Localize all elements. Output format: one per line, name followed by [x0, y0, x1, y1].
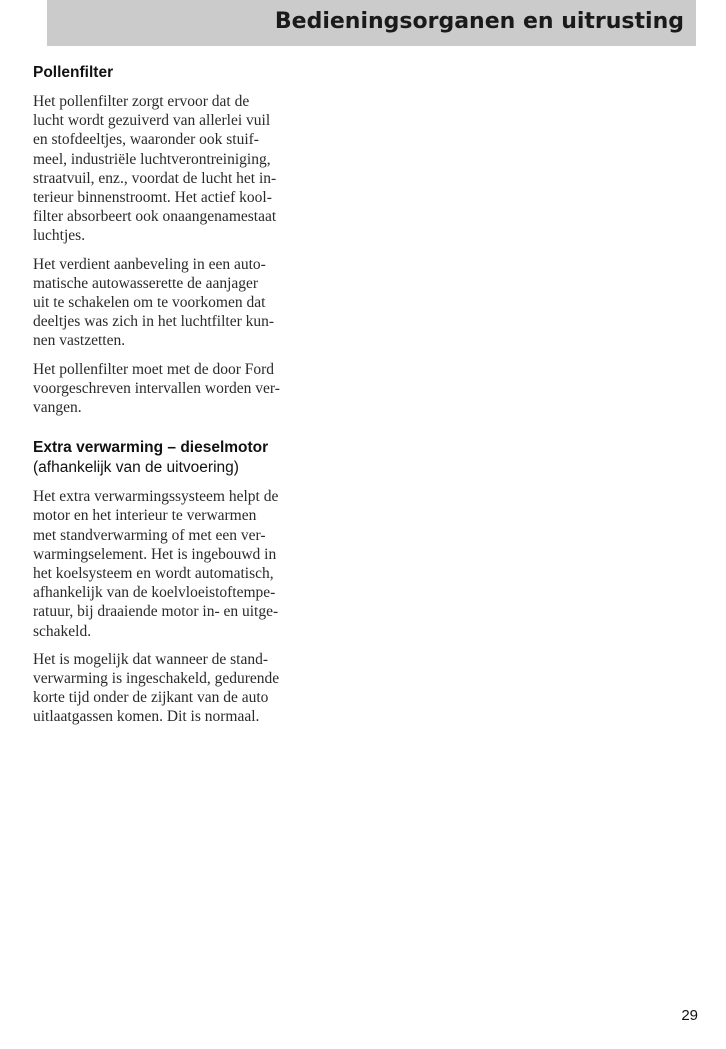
chapter-header: [47, 0, 696, 46]
section-pollenfilter: [33, 63, 351, 417]
paragraph: Het extra verwarmingssysteem helpt de motor en het interieur te verwarmen met standverwarming of met een ver- warmingselement. Het is ingebouwd in het koelsysteem en wordt automatisch, afhankelijk van de koelvloeistoftempe- ratuur, bij draaiende motor in- en uitge- schakeld.: [33, 488, 279, 640]
chapter-title: Bedieningsorganen en uitrusting: [274, 9, 684, 34]
section-heading: Extra verwarming – dieselmotor: [33, 439, 269, 457]
section-subheading: (afhankelijk van de uitvoering): [33, 459, 239, 477]
text-column: [33, 63, 351, 727]
section-extra-verwarming: [33, 438, 351, 726]
section-heading: Pollenfilter: [33, 64, 114, 81]
paragraph: Het pollenfilter moet met de door Ford voorgeschreven intervallen worden ver- vangen.: [33, 360, 280, 417]
paragraph: Het verdient aanbeveling in een auto- matische autowasserette de aanjager uit te schakelen om te voorkomen dat deeltjes was zich in het luchtfilter kun- nen vastzetten.: [33, 255, 275, 350]
page-number: 29: [681, 1007, 698, 1024]
paragraph: Het is mogelijk dat wanneer de stand- verwarming is ingeschakeld, gedurende korte tijd onder de zijkant van de auto uitlaatgassen komen. Dit is normaal.: [33, 650, 280, 726]
paragraph: Het pollenfilter zorgt ervoor dat de lucht wordt gezuiverd van allerlei vuil en stofdeeltjes, waaronder ook stuif- meel, industriële luchtverontreiniging, straatvuil, enz., voordat de lucht het in- terieur binnenstroomt. Het actief kool- filter absorbeert ook onaangenamestaat luchtjes.: [33, 93, 277, 245]
